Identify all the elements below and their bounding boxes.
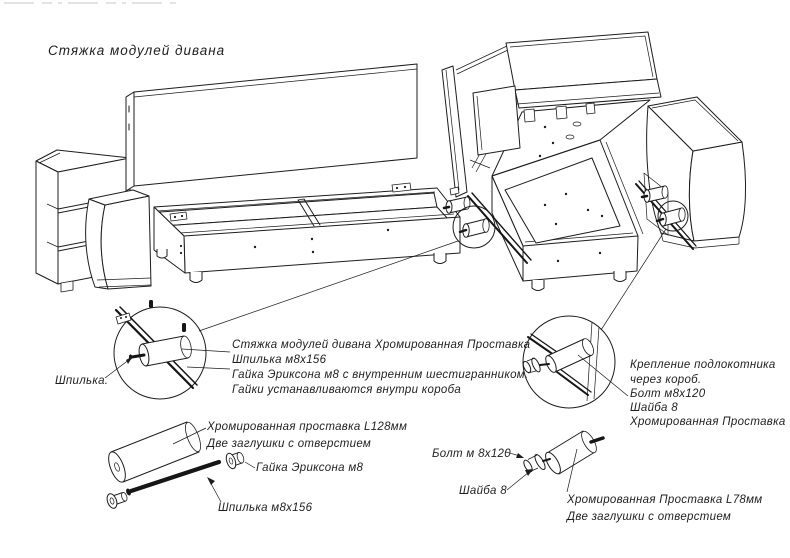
right-module bbox=[442, 32, 661, 291]
spacer-l128-label-line1: Хромированная проставка L128мм bbox=[207, 421, 408, 433]
center-note-line1: Стяжка модулей дивана Хромированная Проставка bbox=[232, 339, 531, 351]
nut-label: Гайка Эриксона м8 bbox=[256, 462, 364, 474]
backrest-panel bbox=[126, 64, 417, 191]
hardware-erikson-nut bbox=[224, 449, 245, 470]
armrest-note-line4: Шайба 8 bbox=[630, 402, 678, 414]
spacer-l78-label-line1: Хромированная Проставка L78мм bbox=[567, 494, 763, 506]
callout-left-coupling bbox=[105, 300, 230, 399]
hardware-countersunk-screw bbox=[105, 489, 129, 510]
hardware-spacer-l128 bbox=[105, 421, 203, 485]
center-note-line3: Гайка Эриксона м8 с внутренним шестигранником. bbox=[232, 369, 529, 381]
stud-m8x156-label: Шпилька м8х156 bbox=[218, 502, 313, 514]
center-note-line2: Шпилька м8х156 bbox=[232, 354, 327, 366]
callout-right-armrest-fixing bbox=[522, 316, 628, 408]
hardware-spacer-l78 bbox=[543, 429, 603, 476]
left-base-box bbox=[154, 183, 460, 283]
armrest-note-line2: через короб. bbox=[630, 374, 702, 386]
armrest-note-line1: Крепление подлокотника bbox=[630, 359, 776, 371]
right-armrest-panel bbox=[644, 97, 746, 248]
bolt-label: Болт м 8х120 bbox=[432, 448, 511, 460]
spacer-l128-label-line2: Две заглушки с отверстием bbox=[207, 438, 372, 450]
left-armrest-panel bbox=[86, 190, 151, 289]
spacer-l78-label-line2: Две заглушки с отверстием bbox=[567, 511, 732, 523]
page-title: Стяжка модулей дивана bbox=[48, 43, 226, 58]
stud-callout-label: Шпилька. bbox=[55, 375, 109, 387]
armrest-note-line3: Болт м8х120 bbox=[630, 388, 706, 400]
armrest-note-line5: Хромированная Проставка bbox=[630, 416, 786, 428]
center-note-line4: Гайки устанавливаются внутри короба bbox=[232, 384, 462, 396]
washer-label: Шайба 8 bbox=[459, 485, 507, 497]
